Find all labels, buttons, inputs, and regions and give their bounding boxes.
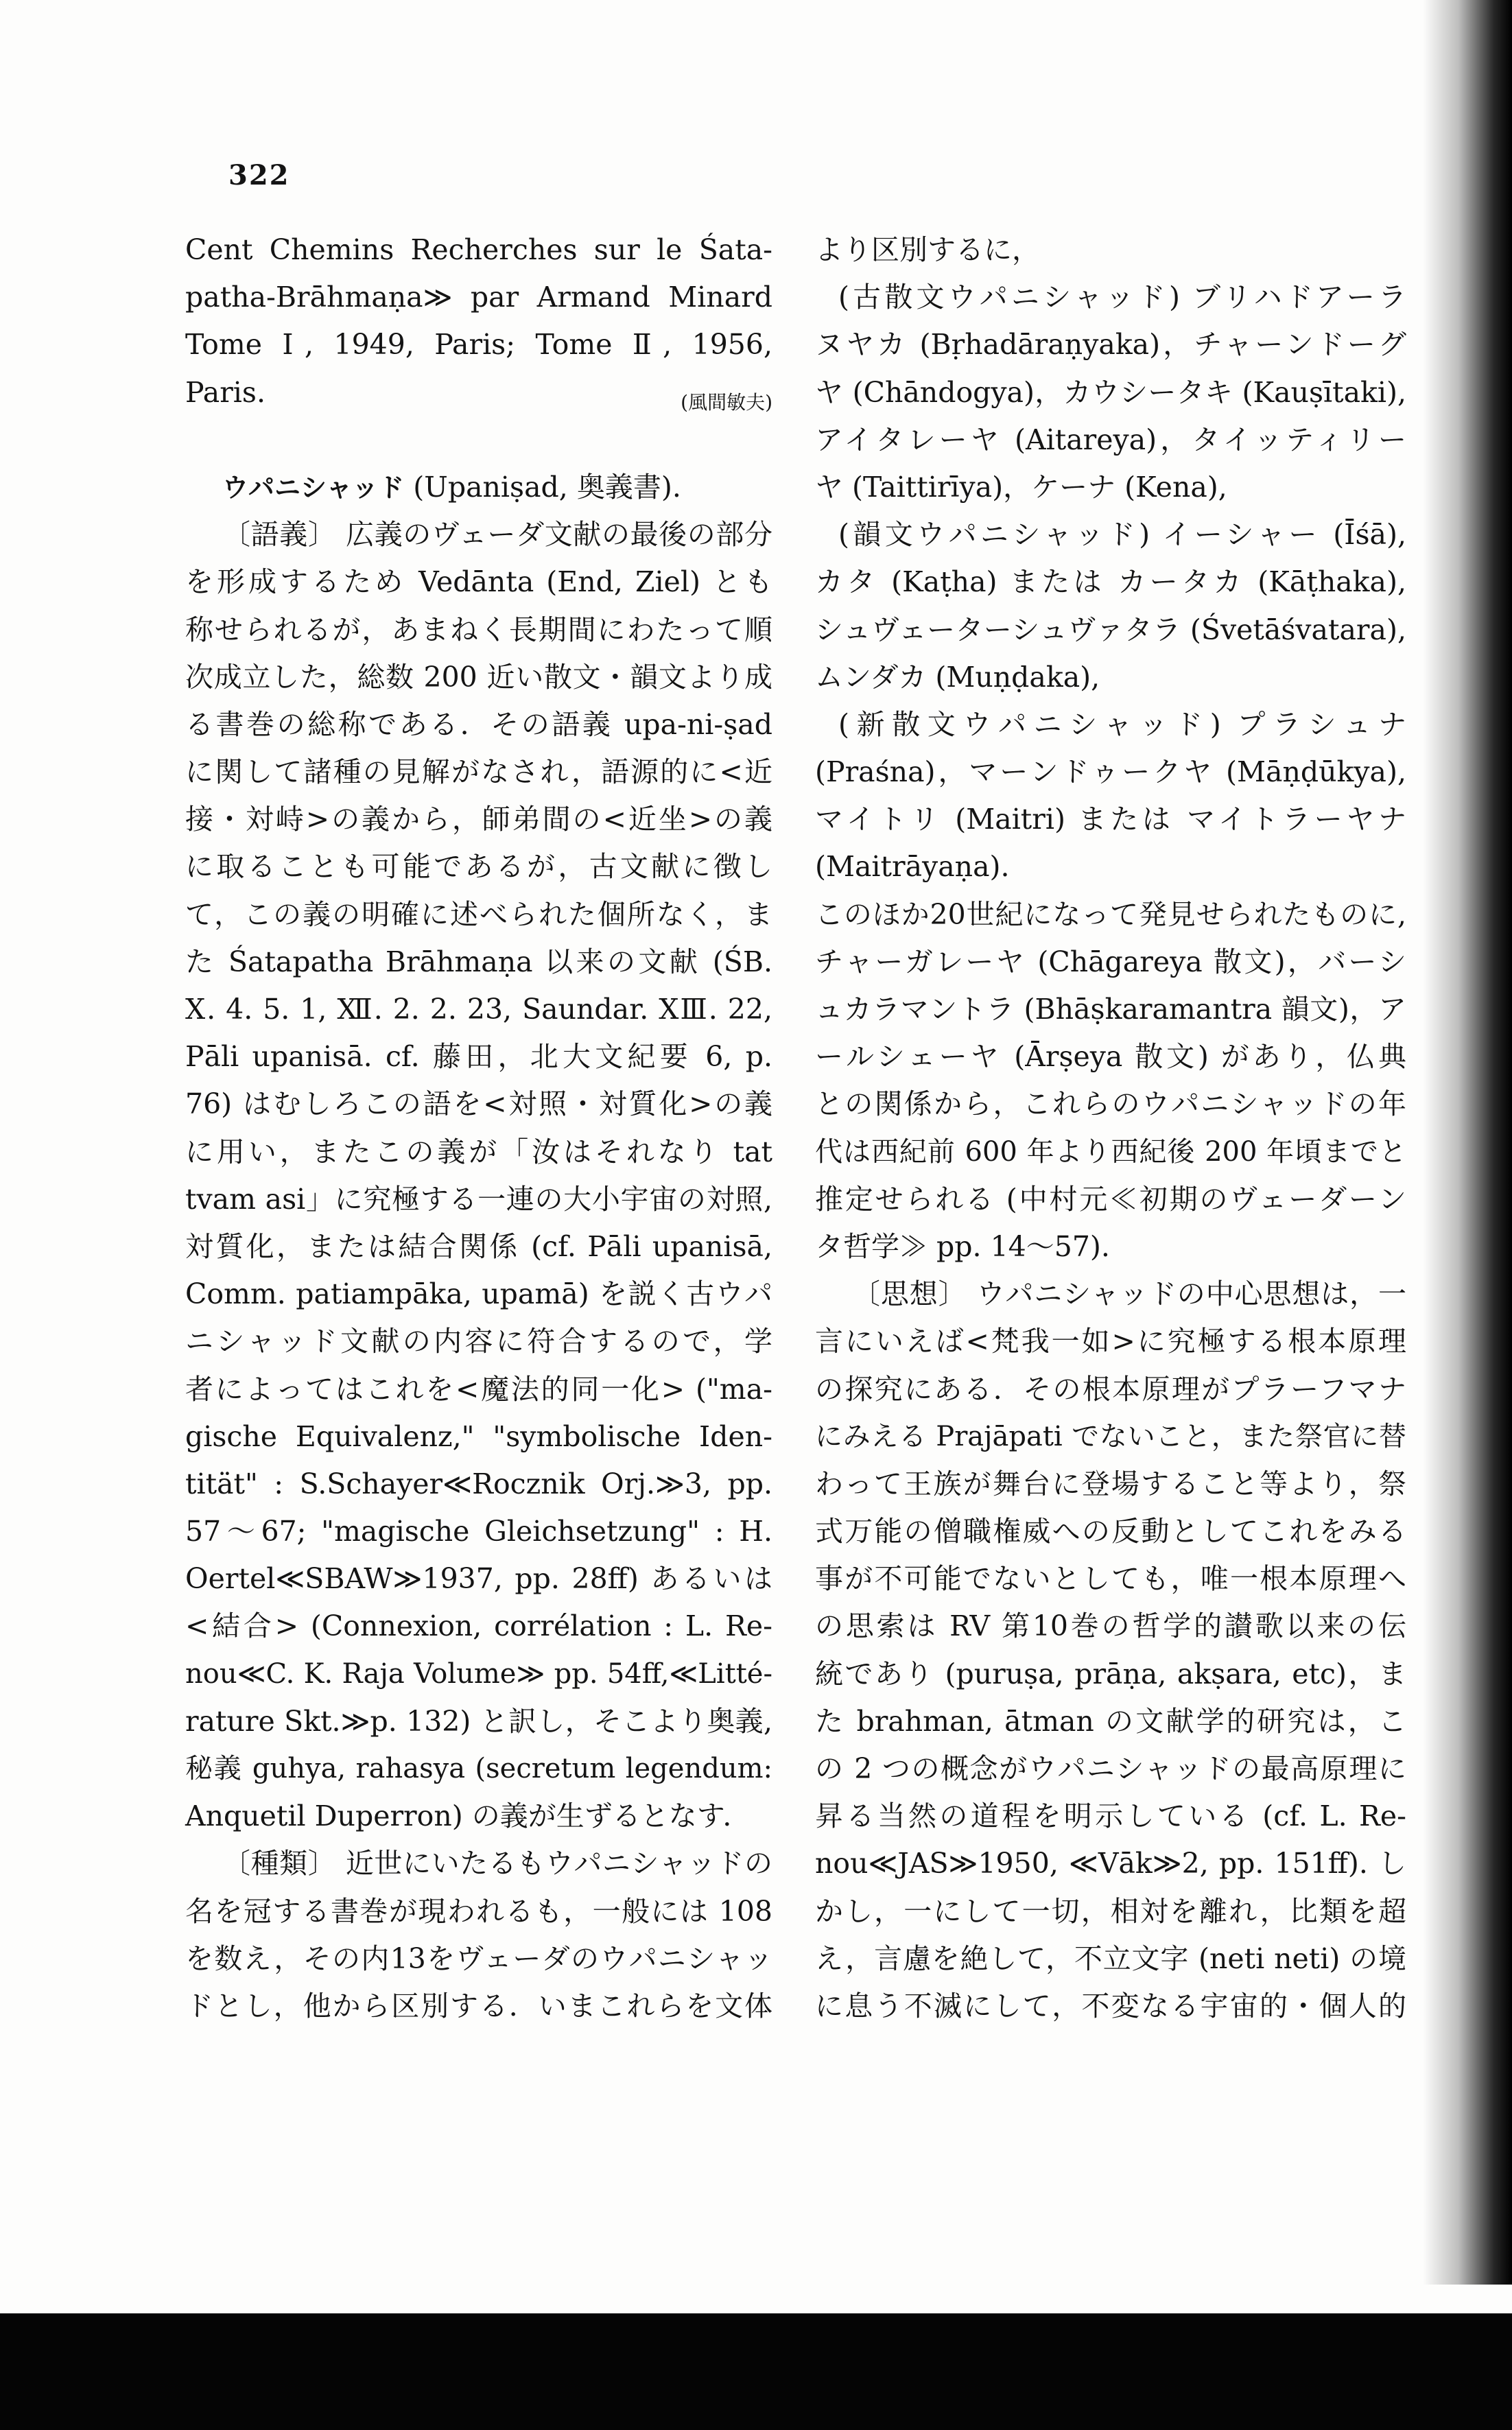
text-line: Pāli upanisā. cf. 藤田，北大文紀要 6, p. (185, 1040, 772, 1074)
text-line: ールシェーヤ (Ārṣeya 散文) があり，仏典 (815, 1040, 1406, 1074)
text-line: patha-Brāhmaṇa≫ par Armand Minard (185, 281, 772, 314)
text-line: tvam asi」に究極する一連の大小宇宙の対照, (185, 1182, 772, 1216)
text-line: にみえる Prajāpati でないこと，また祭官に替 (815, 1420, 1406, 1452)
text-line: に取ることも可能であるが，古文献に徴し (185, 850, 772, 884)
text-line-end: Paris. (185, 375, 265, 409)
text-line: 〔思想〕 ウパニシャッドの中心思想は，一 (852, 1277, 1406, 1311)
text-line: 式万能の僧職権威への反動としてこれをみる (815, 1515, 1406, 1548)
text-line (185, 369, 772, 416)
text-line: に関して諸種の見解がなされ，語源的に<近 (185, 755, 772, 789)
text-line: 推定せられる (中村元≪初期のヴェーダーン (815, 1182, 1406, 1216)
text-line: rature Skt.≫p. 132) と訳し，そこより奥義, (185, 1704, 772, 1738)
text-line: を数え，その内13をヴェーダのウパニシャッ (185, 1942, 772, 1975)
text-line: 統であり (puruṣa, prāṇa, akṣara, etc)，ま (815, 1657, 1406, 1690)
scan-bottom-border (0, 2313, 1512, 2430)
text-line: ニシャッド文献の内容に符合するので，学 (185, 1325, 772, 1358)
text-line: シュヴェーターシュヴァタラ (Śvetāśvatara), (815, 613, 1406, 646)
text-line: <結合> (Connexion, corrélation : L. Re- (185, 1609, 772, 1643)
text-line: の探究にある．その根本原理がプラーフマナ (815, 1372, 1406, 1406)
text-line: tität" : S.Schayer≪Rocznik Orj.≫3, pp. (185, 1467, 772, 1500)
text-line: かし，一にして一切，相対を離れ，比類を超 (815, 1894, 1406, 1928)
text-line: ムンダカ (Muṇḍaka), (815, 660, 1100, 694)
text-line: 接・対峙>の義から，師弟間の<近坐>の義 (185, 803, 772, 836)
text-line: タ哲学≫ pp. 14〜57). (815, 1229, 1110, 1263)
text-line: 57〜67; "magische Gleichsetzung" : H. (185, 1515, 772, 1548)
text-line: nou≪JAS≫1950, ≪Vāk≫2, pp. 151ff). し (815, 1847, 1406, 1880)
text-line: に用い，またこの義が「汝はそれなり tat (185, 1135, 772, 1168)
text-line: (新散文ウパニシャッド) プラシュナ (838, 707, 1406, 741)
text-line: 昇る当然の道程を明示している (cf. L. Re- (815, 1800, 1406, 1833)
text-line: Tome Ⅰ, 1949, Paris; Tome Ⅱ, 1956, (185, 328, 772, 362)
text-line: 秘義 guhya, rahasya (secretum legendum: (185, 1753, 772, 1784)
text-line: Anquetil Duperron) の義が生ずるとなす． (185, 1800, 751, 1833)
page-number: 322 (228, 159, 290, 191)
headword-gloss: (Upaniṣad, 奥義書). (404, 470, 681, 504)
author-signature: (風間敏夫) (681, 390, 772, 414)
text-line: 対質化，または結合関係 (cf. Pāli upanisā, (185, 1229, 772, 1263)
text-line: 事が不可能でないとしても，唯一根本原理へ (815, 1562, 1406, 1596)
text-line: ドとし，他から区別する．いまこれらを文体 (185, 1989, 772, 2022)
text-line: gische Equivalenz," "symbolische Iden- (185, 1419, 772, 1453)
headword: ウパニシャッド (222, 472, 405, 503)
text-line: Cent Chemins Recherches sur le Śata- (185, 233, 772, 266)
text-line: ュカラマントラ (Bhāṣkaramantra 韻文)，ア (815, 993, 1406, 1026)
text-line: マイトリ (Maitri) または マイトラーヤナ (815, 803, 1406, 836)
text-line: アイタレーヤ (Aitareya)，タイッティリー (815, 423, 1406, 456)
text-line: 者によってはこれを<魔法的同一化> ("ma- (185, 1372, 772, 1406)
text-line: 言にいえば<梵我一如>に究極する根本原理 (815, 1325, 1406, 1358)
text-line: た brahman, ātman の文献学的研究は，こ (815, 1704, 1406, 1738)
text-line: Oertel≪SBAW≫1937, pp. 28ff) あるいは (185, 1562, 772, 1596)
text-line: た Śatapatha Brāhmaṇa 以来の文献 (ŚB. (185, 945, 772, 978)
text-line: わって王族が舞台に登場すること等より，祭 (815, 1467, 1406, 1500)
text-line: え，言慮を絶して，不立文字 (neti neti) の境 (815, 1942, 1406, 1975)
text-line: る書巻の総称である．その語義 upa-ni-ṣad (185, 707, 772, 741)
text-line: Ⅹ. 4. 5. 1, Ⅻ. 2. 2. 23, Saundar. ⅩⅢ. 22, (185, 993, 772, 1026)
text-line: 名を冠する書巻が現われるも，一般には 108 (185, 1894, 772, 1928)
text-line: の 2 つの概念がウパニシャッドの最高原理に (815, 1752, 1406, 1785)
scan-edge-shadow (1423, 0, 1512, 2285)
text-line: 称せられるが，あまねく長期間にわたって順 (185, 613, 772, 646)
right-column (815, 226, 1406, 2030)
text-line: (Praśna)，マーンドゥークヤ (Māṇḍūkya), (815, 755, 1406, 789)
left-column (185, 226, 772, 2030)
text-line: の思索は RV 第10巻の哲学的讃歌以来の伝 (815, 1609, 1406, 1643)
text-line: との関係から，これらのウパニシャッドの年 (815, 1087, 1406, 1121)
text-line: に息う不滅にして，不変なる宇宙的・個人的 (815, 1989, 1406, 2022)
text-line: より区別するに， (815, 233, 1040, 266)
text-line: nou≪C. K. Raja Volume≫ pp. 54ff,≪Litté- (185, 1658, 772, 1690)
text-line: ヤ (Chāndogya)，カウシータキ (Kauṣītaki), (815, 375, 1406, 409)
text-line: 代は西紀前 600 年より西紀後 200 年頃までと (815, 1135, 1406, 1168)
entry-heading (185, 464, 772, 511)
text-line: カタ (Kaṭha) または カータカ (Kāṭhaka), (815, 565, 1406, 599)
text-line: Comm. patiampāka, upamā) を説く古ウパ (185, 1277, 772, 1311)
text-line: (韻文ウパニシャッド) イーシャー (Īśā), (838, 518, 1406, 552)
text-line: を形成するため Vedānta (End, Ziel) とも (185, 565, 772, 599)
text-line: 次成立した，総数 200 近い散文・韻文より成 (185, 660, 772, 694)
text-line: 〔語義〕 広義のヴェーダ文献の最後の部分 (222, 518, 773, 552)
text-line: ヌヤカ (Bṛhadāraṇyaka)，チャーンドーグ (815, 328, 1406, 362)
text-line: て，この義の明確に述べられた個所なく，ま (185, 897, 772, 931)
text-line: 〔種類〕 近世にいたるもウパニシャッドの (222, 1847, 772, 1880)
text-line: チャーガレーヤ (Chāgareya 散文)，バーシ (815, 945, 1406, 978)
text-line: (古散文ウパニシャッド) ブリハドアーラ (838, 281, 1406, 314)
text-line: ヤ (Taittirīya)，ケーナ (Kena), (815, 470, 1227, 504)
text-line: このほか20世紀になって発見せられたものに, (815, 897, 1406, 931)
text-line: (Maitrāyaṇa). (815, 850, 1010, 884)
text-line: 76) はむしろこの語を<対照・対質化>の義 (185, 1087, 772, 1121)
